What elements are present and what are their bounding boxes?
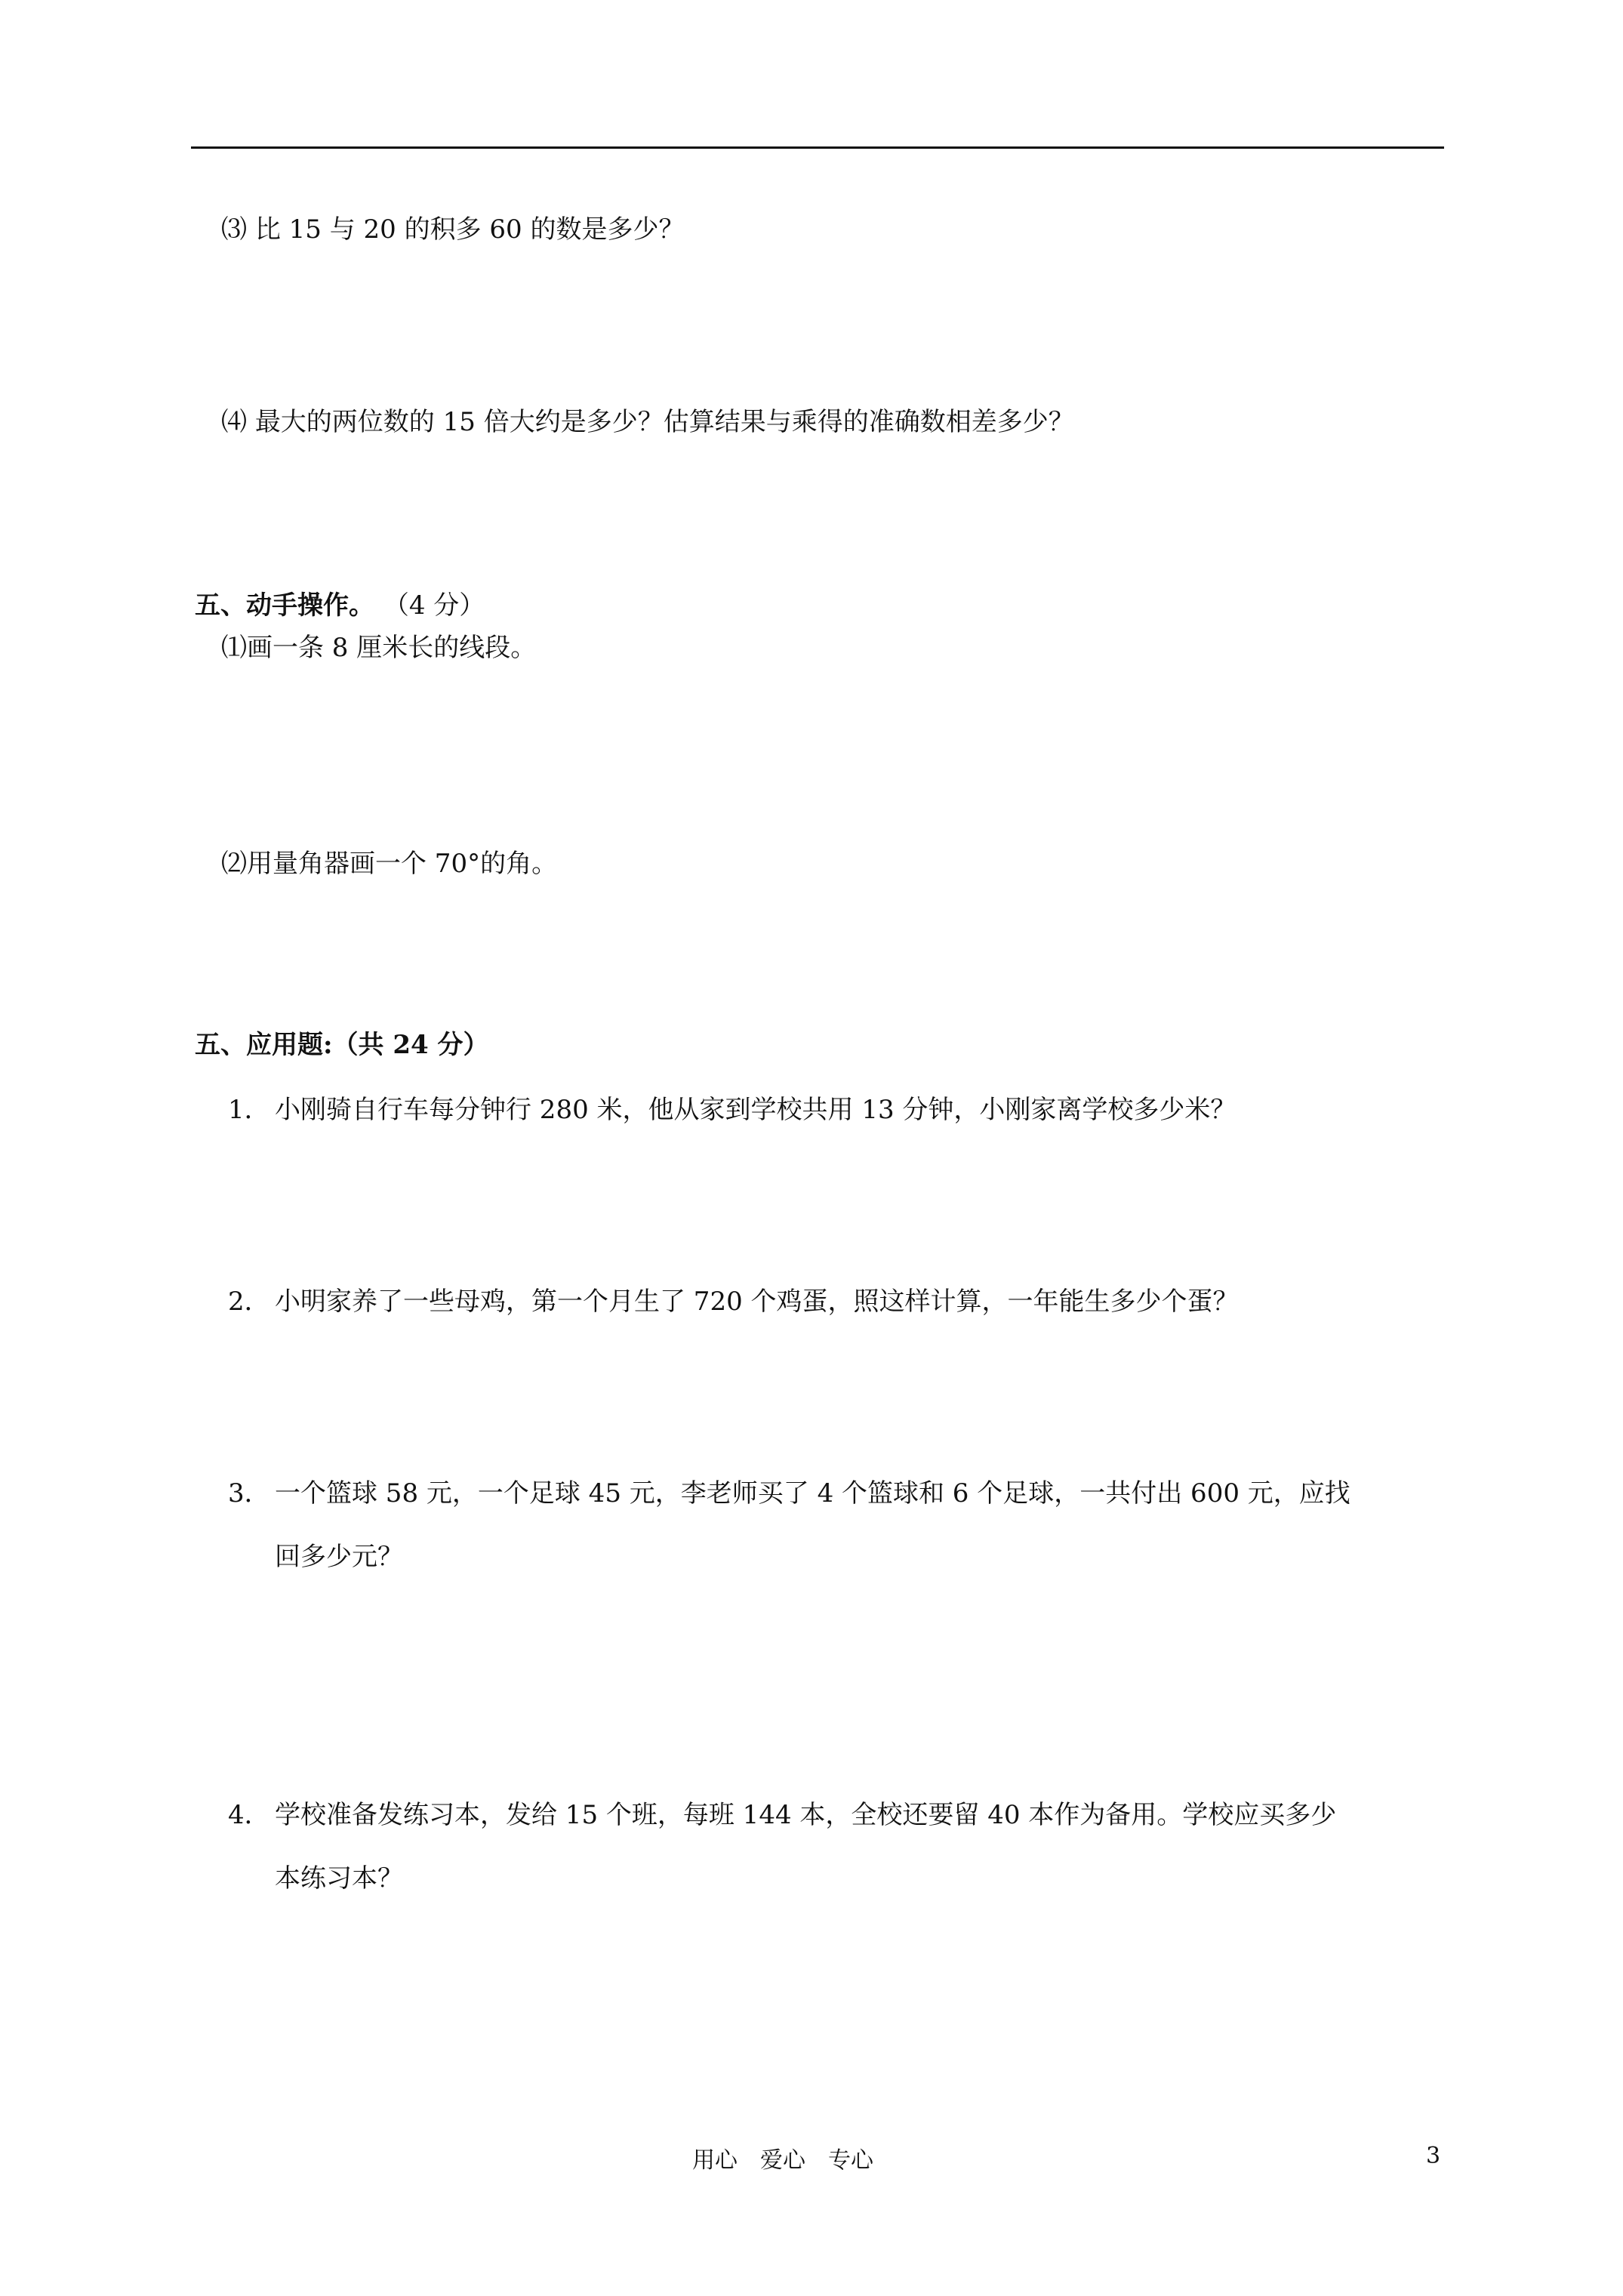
problem-2-line-1: 小明家养了一些母鸡，第一个月生了 720 个鸡蛋，照这样计算，一年能生多少个蛋？ [275, 1287, 1239, 1317]
question-3 [221, 213, 684, 246]
problem-3-number: 3． [228, 1478, 270, 1509]
question-4 [221, 405, 1074, 439]
question-3-text: 比 15 与 20 的积多 60 的数是多少？ [254, 214, 685, 245]
problem-4-line-1: 学校准备发练习本，发给 15 个班，每班 144 本，全校还要留 40 本作为备用。学校应买多少 [275, 1800, 1337, 1830]
operation-item-1: ⑴画一条 8 厘米长的线段。 [221, 633, 537, 663]
problem-4-continuation: 本练习本？ [275, 1863, 403, 1894]
problem-3-continuation: 回多少元？ [275, 1542, 403, 1572]
problem-1-line-1: 小刚骑自行车每分钟行 280 米，他从家到学校共用 13 分钟，小刚家离学校多少米？ [275, 1095, 1236, 1125]
section-application-heading: 五、应用题:（共 24 分） [195, 1030, 489, 1060]
question-4-label: ⑷ [221, 407, 247, 437]
question-4-text: 最大的两位数的 15 倍大约是多少？估算结果与乘得的准确数相差多少？ [254, 407, 1074, 437]
section-operation-heading [195, 589, 485, 622]
question-3-label: ⑶ [221, 214, 247, 245]
page-number: 3 [1426, 2143, 1441, 2169]
problem-3 [228, 1477, 1350, 1510]
header-rule [191, 146, 1444, 149]
section-operation-score: （4 分） [383, 590, 485, 621]
operation-item-2: ⑵用量角器画一个 70°的角。 [221, 849, 558, 879]
problem-4 [228, 1798, 1336, 1832]
section-operation-title: 五、动手操作。 [195, 590, 374, 621]
problem-1-number: 1． [228, 1095, 270, 1125]
problem-4-number: 4． [228, 1800, 270, 1830]
footer-motto: 用心 爱心 专心 [692, 2147, 873, 2174]
problem-1 [228, 1093, 1236, 1126]
problem-2-number: 2． [228, 1287, 270, 1317]
problem-2 [228, 1285, 1239, 1318]
problem-3-line-1: 一个篮球 58 元，一个足球 45 元，李老师买了 4 个篮球和 6 个足球，一共付出 600 元，应找 [275, 1478, 1350, 1509]
